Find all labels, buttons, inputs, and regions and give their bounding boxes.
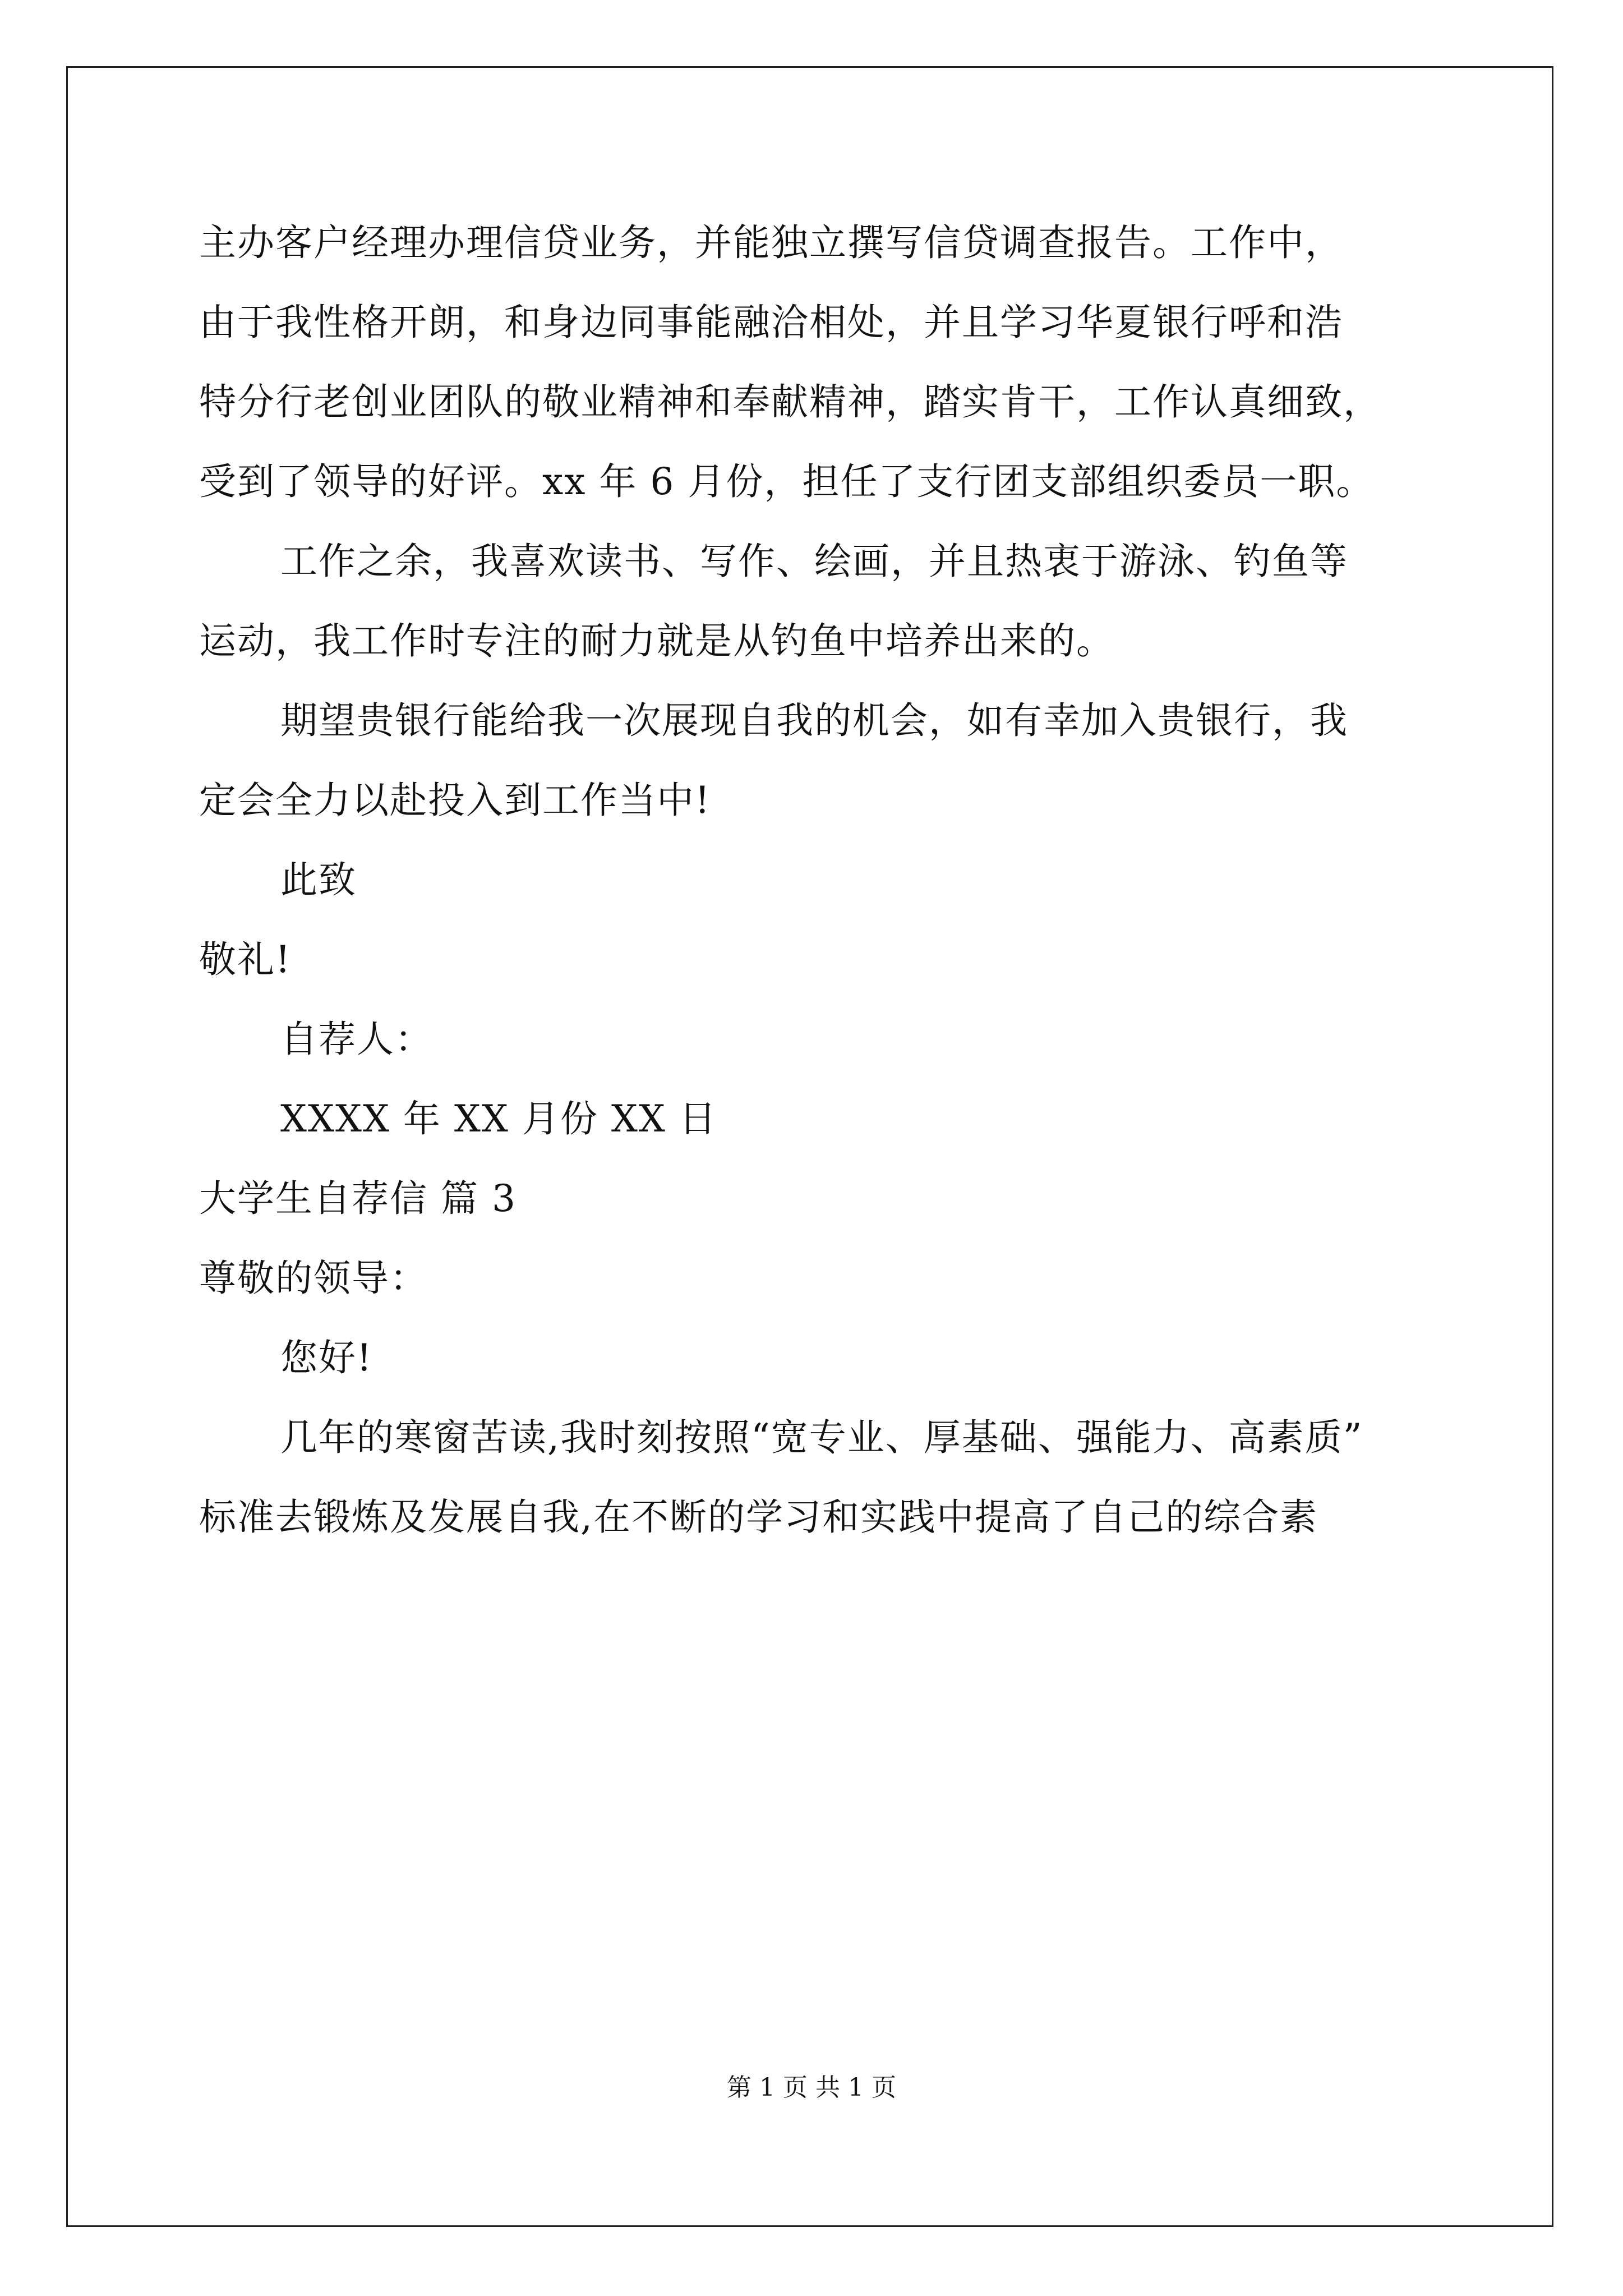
date-line: XXXX 年 XX 月份 XX 日	[280, 1097, 717, 1140]
text-line: 几年的寒窗苦读,我时刻按照“宽专业、厚基础、强能力、高素质”	[280, 1416, 1363, 1459]
closing-salutation: 此致	[280, 858, 357, 901]
signature-label: 自荐人：	[280, 1018, 433, 1061]
closing-regards: 敬礼!	[199, 938, 292, 981]
text-line: 主办客户经理办理信贷业务，并能独立撰写信贷调查报告。工作中，	[199, 221, 1343, 264]
text-line: 定会全力以赴投入到工作当中!	[199, 779, 711, 822]
text-line: 期望贵银行能给我一次展现自我的机会，如有幸加入贵银行，我	[280, 699, 1348, 742]
text-line: 特分行老创业团队的敬业精神和奉献精神，踏实肯干，工作认真细致，	[199, 380, 1381, 424]
text-line: 受到了领导的好评。xx 年 6 月份，担任了支行团支部组织委员一职。	[199, 460, 1375, 503]
section-heading: 大学生自荐信 篇 3	[199, 1177, 517, 1220]
text-line: 运动，我工作时专注的耐力就是从钓鱼中培养出来的。	[199, 619, 1114, 662]
document-body	[199, 221, 1433, 1579]
greeting: 尊敬的领导：	[199, 1257, 428, 1300]
text-line: 由于我性格开朗，和身边同事能融洽相处，并且学习华夏银行呼和浩	[199, 301, 1343, 344]
text-line: 工作之余，我喜欢读书、写作、绘画，并且热衷于游泳、钓鱼等	[280, 540, 1348, 583]
page-footer: 第 1 页 共 1 页	[727, 2073, 896, 2102]
text-line: 标准去锻炼及发展自我,在不断的学习和实践中提高了自己的综合素	[199, 1496, 1318, 1539]
greeting-hello: 您好!	[280, 1336, 373, 1379]
